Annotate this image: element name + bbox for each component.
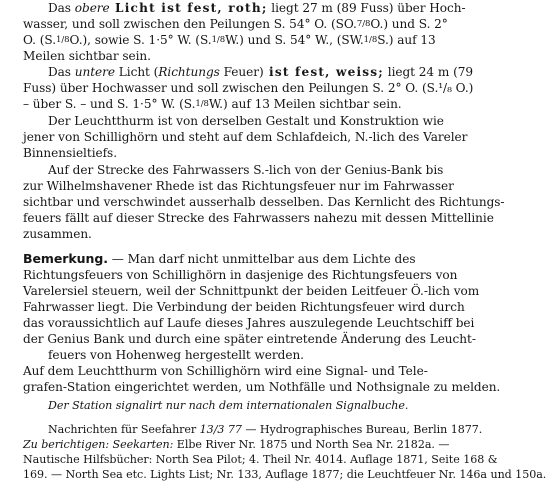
text-line: Das untere Licht (Richtungs Feuer) ist fest, weiss; liegt 24 m (79 (48, 65, 474, 79)
text-line: Bemerkung. — Man darf nicht unmittelbar aus dem Lichte des (23, 251, 416, 266)
text-line: zur Wilhelmshavener Rhede ist das Richtungsfeuer nur im Fahrwasser (23, 179, 454, 193)
text-line: Das obere Licht ist fest, roth; liegt 27 m (89 Fuss) über Hoch- (48, 1, 466, 15)
corrections-line: Nautische Hilfsbücher: North Sea Pilot; 4. Theil Nr. 4014. Auflage 1871, Seite 168 & (23, 453, 498, 466)
corrections-line: Nachrichten für Seefahrer 13/3 77 — Hydrographisches Bureau, Berlin 1877. (48, 423, 483, 436)
text-line: das voraussichtlich auf Laufe dieses Jahres auszulegende Leuchtschiff bei (23, 316, 475, 330)
remark-heading: Bemerkung. (23, 251, 108, 266)
text-line: zusammen. (23, 227, 92, 241)
text-line: Binnensieltiefs. (23, 146, 117, 160)
text-line: feuers fällt auf dieser Strecke des Fahrwassers nahezu mit dessen Mittellinie (23, 211, 494, 225)
text-line: Varelersiel steuern, weil der Schnittpunkt der beiden Leitfeuer Ö.-lich vom (23, 284, 480, 298)
text-line: jener von Schillighörn und steht auf dem Schlafdeich, N.-lich des Vareler (23, 130, 468, 144)
corrections-line: 169. — North Sea etc. Lights List; Nr. 133, Auflage 1877; die Leuchtfeuer Nr. 146a und 150a. (23, 468, 546, 481)
text-line: feuers von Hohenweg hergestellt werden. (48, 348, 304, 362)
text-line: Fuss) über Hochwasser und soll zwischen den Peilungen S. 2° O. (S.¹/₈ O.) (23, 81, 474, 95)
text-line: Richtungsfeuers von Schillighörn in dasjenige des Richtungsfeuers von (23, 268, 458, 282)
text-line: Auf der Strecke des Fahrwassers S.-lich von der Genius-Bank bis (48, 163, 444, 177)
text-line: wasser, und soll zwischen den Peilungen S. 54° O. (SO.7/8O.) und S. 2° (23, 17, 448, 31)
text-line: der Genius Bank und durch eine später eintretende Änderung des Leucht- (23, 332, 476, 346)
text-line: O. (S.1/8O.), sowie S. 1·5° W. (S.1/8W.) und S. 54° W., (SW.1/8S.) auf 13 (23, 33, 436, 47)
text-line: Der Leuchtthurm ist von derselben Gestalt und Konstruktion wie (48, 114, 444, 128)
text-line: Auf dem Leuchtthurm von Schillighörn wird eine Signal- und Tele- (23, 364, 428, 378)
source-line: Der Station signalirt nur nach dem internationalen Signalbuche. (48, 399, 409, 412)
corrections-line: Zu berichtigen: Seekarten: Elbe River Nr. 1875 und North Sea Nr. 2182a. — (23, 438, 450, 451)
text-line: Meilen sichtbar sein. (23, 49, 151, 63)
text-line: sichtbar und verschwindet ausserhalb desselben. Das Kernlicht des Richtungs- (23, 195, 505, 209)
text-line: – über S. – und S. 1·5° W. (S.1/8W.) auf 13 Meilen sichtbar sein. (23, 97, 402, 111)
text-line: grafen-Station eingerichtet werden, um Nothfälle und Nothsignale zu melden. (23, 380, 501, 394)
text-line: Fahrwasser liegt. Die Verbindung der beiden Richtungsfeuer wird durch (23, 300, 465, 314)
